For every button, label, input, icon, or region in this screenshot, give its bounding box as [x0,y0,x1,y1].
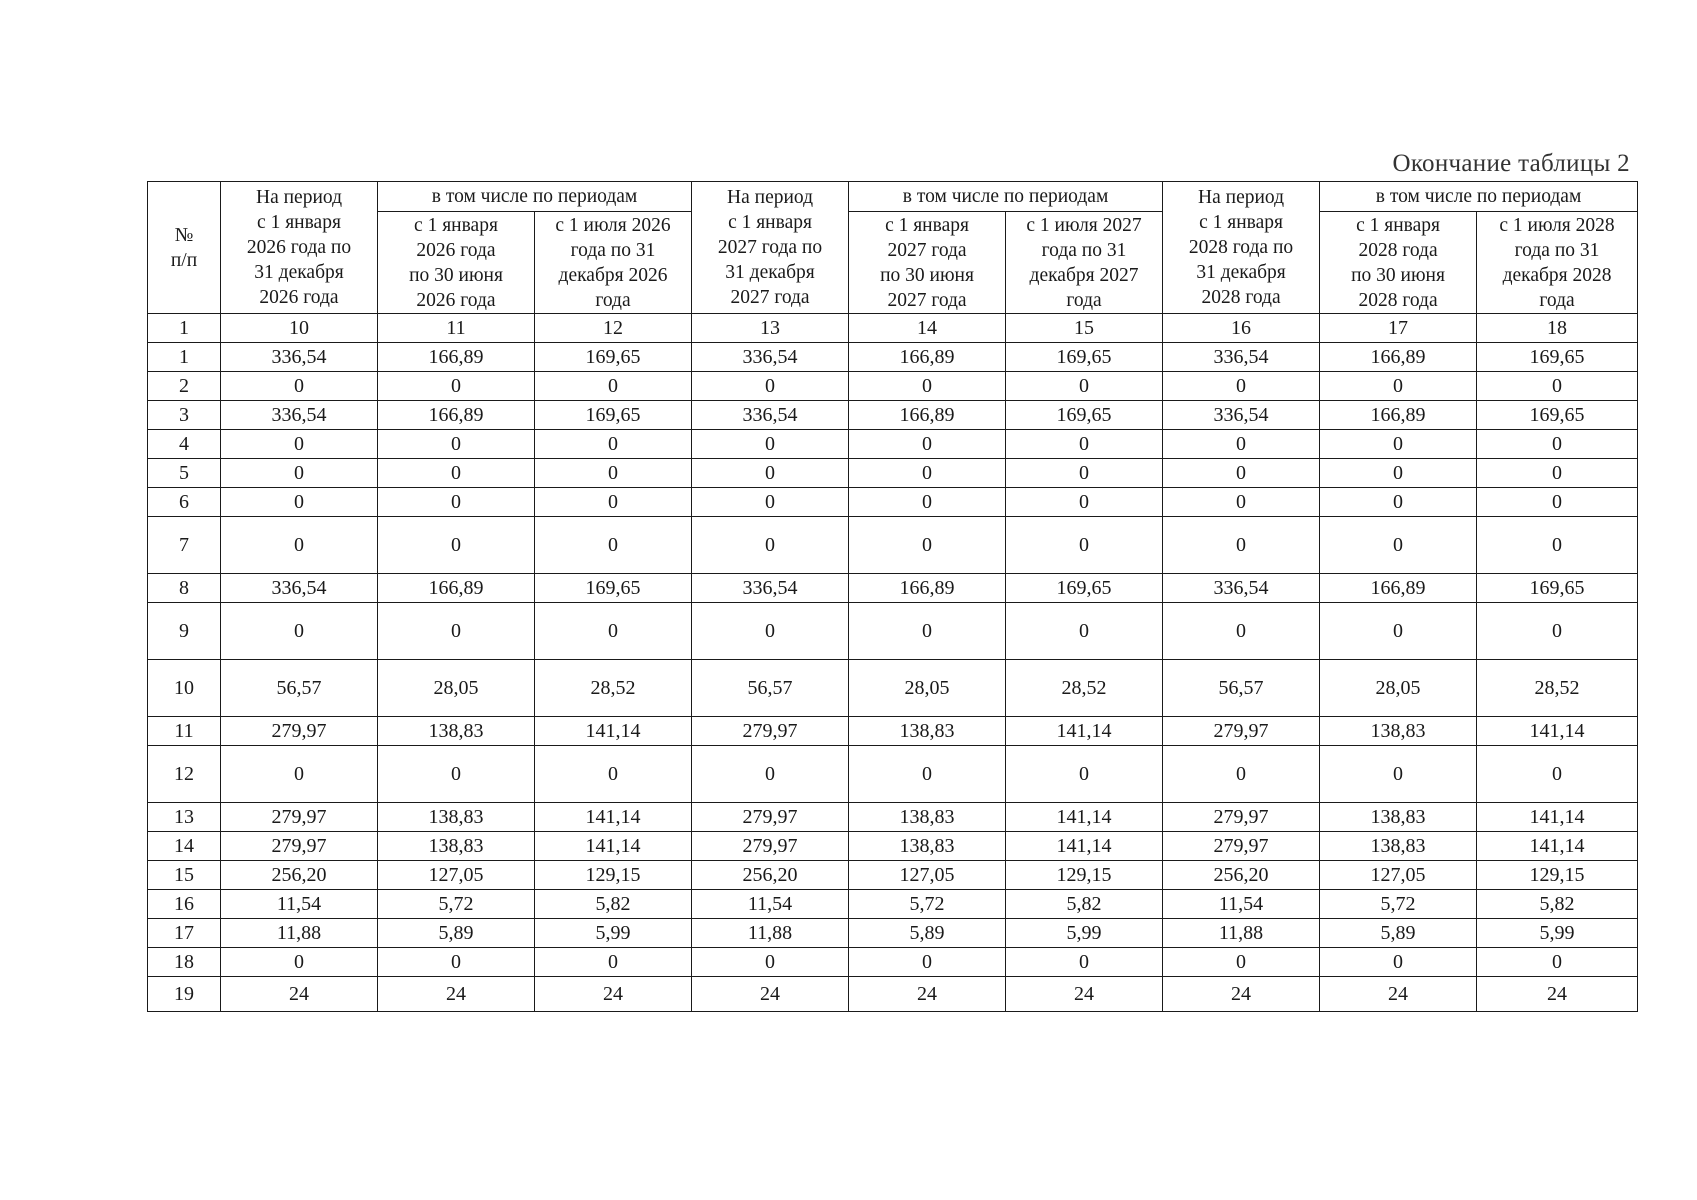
value-cell: 336,54 [221,401,378,430]
value-cell: 256,20 [1163,861,1320,890]
value-cell: 166,89 [849,343,1006,372]
table-row [148,919,1638,948]
column-number: 15 [1006,314,1163,343]
value-cell: 0 [1163,948,1320,977]
header-h2-2027: с 1 июля 2027 года по 31 декабря 2027 года [1006,212,1163,314]
column-number: 10 [221,314,378,343]
value-cell: 0 [221,603,378,660]
value-cell: 0 [535,517,692,574]
value-cell: 24 [1320,977,1477,1012]
value-cell: 127,05 [1320,861,1477,890]
value-cell: 169,65 [1477,401,1638,430]
value-cell: 5,99 [1006,919,1163,948]
value-cell: 141,14 [1477,717,1638,746]
value-cell: 24 [1006,977,1163,1012]
header-subperiods-2026: в том числе по периодам [378,182,692,212]
value-cell: 166,89 [378,343,535,372]
value-cell: 0 [535,459,692,488]
value-cell: 141,14 [535,717,692,746]
value-cell: 0 [535,746,692,803]
value-cell: 336,54 [692,343,849,372]
value-cell: 0 [1006,948,1163,977]
row-number-cell: 11 [148,717,221,746]
value-cell: 28,05 [849,660,1006,717]
row-number-cell: 16 [148,890,221,919]
table-row [148,660,1638,717]
value-cell: 24 [1477,977,1638,1012]
value-cell: 0 [1320,517,1477,574]
value-cell: 0 [1477,603,1638,660]
value-cell: 24 [692,977,849,1012]
value-cell: 138,83 [378,803,535,832]
value-cell: 28,52 [535,660,692,717]
value-cell: 0 [1006,488,1163,517]
table-caption: Окончание таблицы 2 [1392,150,1630,177]
value-cell: 166,89 [378,574,535,603]
row-number-cell: 13 [148,803,221,832]
value-cell: 138,83 [378,832,535,861]
value-cell: 127,05 [849,861,1006,890]
value-cell: 0 [221,430,378,459]
table-row [148,430,1638,459]
value-cell: 0 [221,459,378,488]
header-subperiods-2028: в том числе по периодам [1320,182,1638,212]
value-cell: 169,65 [1006,343,1163,372]
value-cell: 0 [849,948,1006,977]
value-cell: 0 [1477,517,1638,574]
value-cell: 336,54 [1163,574,1320,603]
value-cell: 141,14 [1006,832,1163,861]
value-cell: 166,89 [1320,574,1477,603]
value-cell: 11,54 [221,890,378,919]
value-cell: 0 [1477,746,1638,803]
header-h2-2026: с 1 июля 2026 года по 31 декабря 2026 года [535,212,692,314]
column-number-row [148,314,1638,343]
value-cell: 0 [1320,430,1477,459]
value-cell: 279,97 [1163,832,1320,861]
header-subperiods-2027: в том числе по периодам [849,182,1163,212]
value-cell: 56,57 [1163,660,1320,717]
table-row [148,401,1638,430]
row-number-cell: 12 [148,746,221,803]
header-total-2028: На период с 1 января 2028 года по 31 декабря 2028 года [1163,182,1320,314]
value-cell: 166,89 [849,401,1006,430]
row-number-cell: 6 [148,488,221,517]
value-cell: 166,89 [1320,401,1477,430]
table-row [148,746,1638,803]
value-cell: 166,89 [378,401,535,430]
value-cell: 166,89 [1320,343,1477,372]
value-cell: 5,99 [1477,919,1638,948]
row-number-cell: 14 [148,832,221,861]
value-cell: 0 [535,948,692,977]
value-cell: 141,14 [1006,717,1163,746]
value-cell: 0 [1006,517,1163,574]
value-cell: 0 [535,603,692,660]
table-row [148,803,1638,832]
value-cell: 138,83 [1320,717,1477,746]
value-cell: 0 [1477,459,1638,488]
table-row [148,343,1638,372]
value-cell: 5,89 [849,919,1006,948]
value-cell: 0 [1477,488,1638,517]
value-cell: 0 [221,488,378,517]
value-cell: 5,82 [535,890,692,919]
value-cell: 0 [1163,746,1320,803]
value-cell: 0 [692,948,849,977]
value-cell: 0 [849,488,1006,517]
value-cell: 169,65 [1477,574,1638,603]
value-cell: 5,82 [1006,890,1163,919]
value-cell: 0 [378,746,535,803]
value-cell: 138,83 [849,717,1006,746]
value-cell: 141,14 [1477,832,1638,861]
row-number-cell: 2 [148,372,221,401]
value-cell: 127,05 [378,861,535,890]
value-cell: 28,05 [1320,660,1477,717]
row-number-cell: 4 [148,430,221,459]
value-cell: 141,14 [1006,803,1163,832]
value-cell: 138,83 [378,717,535,746]
value-cell: 28,05 [378,660,535,717]
table-row [148,861,1638,890]
value-cell: 0 [692,430,849,459]
row-number-cell: 9 [148,603,221,660]
header-h1-2028: с 1 января 2028 года по 30 июня 2028 года [1320,212,1477,314]
value-cell: 169,65 [535,401,692,430]
value-cell: 0 [378,372,535,401]
column-number: 13 [692,314,849,343]
value-cell: 279,97 [221,717,378,746]
header-total-2026: На период с 1 января 2026 года по 31 декабря 2026 года [221,182,378,314]
value-cell: 11,88 [692,919,849,948]
value-cell: 0 [378,488,535,517]
table-row [148,372,1638,401]
value-cell: 279,97 [692,717,849,746]
value-cell: 336,54 [692,574,849,603]
value-cell: 169,65 [535,343,692,372]
value-cell: 28,52 [1477,660,1638,717]
value-cell: 279,97 [221,832,378,861]
value-cell: 0 [1006,430,1163,459]
row-number-cell: 19 [148,977,221,1012]
value-cell: 279,97 [1163,717,1320,746]
table-row [148,717,1638,746]
value-cell: 0 [378,603,535,660]
row-number-cell: 18 [148,948,221,977]
value-cell: 336,54 [221,574,378,603]
table-row [148,948,1638,977]
value-cell: 169,65 [1006,574,1163,603]
value-cell: 5,89 [378,919,535,948]
value-cell: 24 [535,977,692,1012]
value-cell: 5,72 [378,890,535,919]
row-number-cell: 3 [148,401,221,430]
value-cell: 0 [1006,372,1163,401]
value-cell: 0 [1477,430,1638,459]
header-h1-2027: с 1 января 2027 года по 30 июня 2027 года [849,212,1006,314]
value-cell: 256,20 [221,861,378,890]
value-cell: 0 [1477,948,1638,977]
value-cell: 336,54 [1163,401,1320,430]
value-cell: 0 [849,517,1006,574]
value-cell: 336,54 [692,401,849,430]
value-cell: 0 [849,372,1006,401]
value-cell: 336,54 [1163,343,1320,372]
table-row [148,890,1638,919]
value-cell: 279,97 [692,832,849,861]
value-cell: 24 [1163,977,1320,1012]
value-cell: 5,72 [1320,890,1477,919]
value-cell: 28,52 [1006,660,1163,717]
value-cell: 0 [692,459,849,488]
value-cell: 56,57 [692,660,849,717]
table-row [148,977,1638,1012]
tariff-table [147,181,1638,1012]
value-cell: 0 [1320,603,1477,660]
column-number: 12 [535,314,692,343]
value-cell: 5,99 [535,919,692,948]
value-cell: 129,15 [1477,861,1638,890]
value-cell: 0 [849,459,1006,488]
value-cell: 0 [1163,603,1320,660]
column-number: 18 [1477,314,1638,343]
value-cell: 279,97 [221,803,378,832]
value-cell: 0 [1163,488,1320,517]
header-row-number: № п/п [148,182,221,314]
value-cell: 0 [849,603,1006,660]
value-cell: 279,97 [1163,803,1320,832]
value-cell: 0 [221,948,378,977]
value-cell: 11,88 [1163,919,1320,948]
value-cell: 129,15 [535,861,692,890]
value-cell: 0 [1006,746,1163,803]
header-row-top [148,182,1638,212]
row-number-cell: 17 [148,919,221,948]
value-cell: 0 [1320,746,1477,803]
row-number-cell: 8 [148,574,221,603]
value-cell: 56,57 [221,660,378,717]
row-number-cell: 7 [148,517,221,574]
value-cell: 0 [1163,517,1320,574]
value-cell: 0 [849,746,1006,803]
value-cell: 0 [1320,459,1477,488]
table-row [148,459,1638,488]
value-cell: 0 [692,746,849,803]
value-cell: 5,72 [849,890,1006,919]
value-cell: 141,14 [1477,803,1638,832]
column-number: 16 [1163,314,1320,343]
header-h1-2026: с 1 января 2026 года по 30 июня 2026 года [378,212,535,314]
value-cell: 0 [849,430,1006,459]
header-total-2027: На период с 1 января 2027 года по 31 декабря 2027 года [692,182,849,314]
value-cell: 0 [221,517,378,574]
table-row [148,517,1638,574]
value-cell: 0 [535,430,692,459]
value-cell: 256,20 [692,861,849,890]
row-number-cell: 10 [148,660,221,717]
value-cell: 0 [378,430,535,459]
value-cell: 0 [1006,459,1163,488]
value-cell: 138,83 [1320,803,1477,832]
value-cell: 169,65 [1477,343,1638,372]
value-cell: 0 [1006,603,1163,660]
value-cell: 24 [378,977,535,1012]
value-cell: 0 [1163,459,1320,488]
value-cell: 0 [692,372,849,401]
value-cell: 0 [1163,430,1320,459]
value-cell: 0 [692,603,849,660]
value-cell: 0 [1320,948,1477,977]
value-cell: 169,65 [1006,401,1163,430]
table-body [148,182,1638,1012]
value-cell: 138,83 [849,803,1006,832]
table-row [148,603,1638,660]
value-cell: 0 [1320,372,1477,401]
value-cell: 0 [692,517,849,574]
value-cell: 0 [378,948,535,977]
value-cell: 0 [535,488,692,517]
value-cell: 5,82 [1477,890,1638,919]
value-cell: 166,89 [849,574,1006,603]
column-number: 11 [378,314,535,343]
value-cell: 336,54 [221,343,378,372]
value-cell: 5,89 [1320,919,1477,948]
value-cell: 0 [692,488,849,517]
value-cell: 24 [849,977,1006,1012]
value-cell: 0 [1320,488,1477,517]
value-cell: 141,14 [535,803,692,832]
value-cell: 11,54 [692,890,849,919]
value-cell: 0 [1163,372,1320,401]
value-cell: 0 [535,372,692,401]
table-row [148,832,1638,861]
value-cell: 0 [221,746,378,803]
column-number: 1 [148,314,221,343]
value-cell: 169,65 [535,574,692,603]
row-number-cell: 15 [148,861,221,890]
value-cell: 279,97 [692,803,849,832]
value-cell: 0 [1477,372,1638,401]
value-cell: 11,54 [1163,890,1320,919]
value-cell: 141,14 [535,832,692,861]
table-row [148,488,1638,517]
value-cell: 11,88 [221,919,378,948]
value-cell: 138,83 [849,832,1006,861]
row-number-cell: 5 [148,459,221,488]
value-cell: 0 [378,517,535,574]
column-number: 14 [849,314,1006,343]
row-number-cell: 1 [148,343,221,372]
value-cell: 138,83 [1320,832,1477,861]
value-cell: 129,15 [1006,861,1163,890]
value-cell: 0 [378,459,535,488]
table-row [148,574,1638,603]
value-cell: 24 [221,977,378,1012]
value-cell: 0 [221,372,378,401]
column-number: 17 [1320,314,1477,343]
header-h2-2028: с 1 июля 2028 года по 31 декабря 2028 года [1477,212,1638,314]
